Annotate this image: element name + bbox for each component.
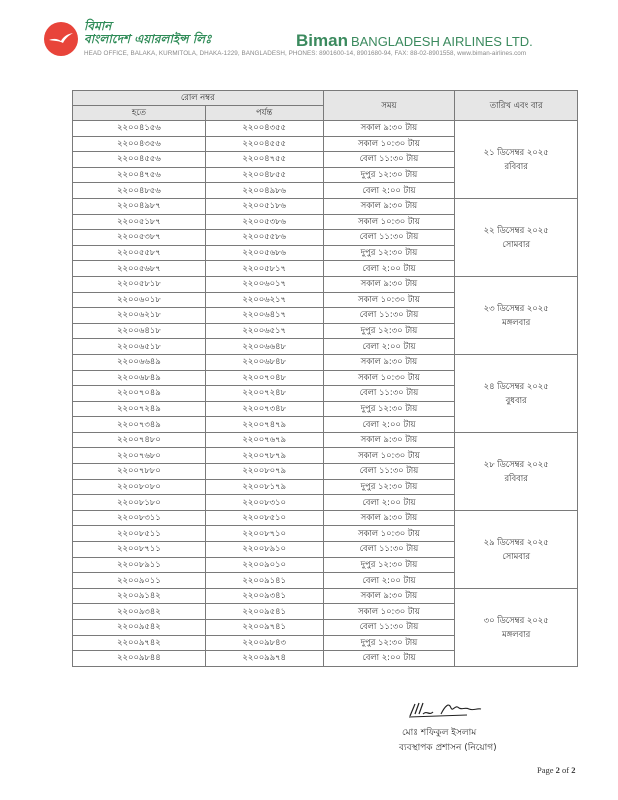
table-row [73, 276, 578, 292]
roll-from-cell: ২২০০৮১৮০ [73, 495, 206, 511]
time-cell: বেলা ২:০০ টায় [323, 651, 455, 667]
time-cell: বেলা ২:০০ টায় [323, 417, 455, 433]
roll-to-cell: ২২০০৮৭১০ [205, 526, 323, 542]
roll-from-cell: ২২০০৪১৫৬ [73, 121, 206, 137]
roll-to-cell: ২২০০৮৩১০ [205, 495, 323, 511]
header-to: পর্যন্ত [205, 106, 323, 121]
date-day-cell [455, 432, 578, 510]
time-cell: সকাল ১০:৩০ টায় [323, 604, 455, 620]
roll-from-cell: ২২০০৮০৮০ [73, 479, 206, 495]
roll-to-cell: ২২০০৯৮৪৩ [205, 635, 323, 651]
roll-from-cell: ২২০০৯১৪২ [73, 588, 206, 604]
roll-from-cell: ২২০০৪৫৫৬ [73, 152, 206, 168]
roll-from-cell: ২২০০৯০১১ [73, 573, 206, 589]
roll-to-cell: ২২০০৭০৪৮ [205, 370, 323, 386]
date-day-cell [455, 354, 578, 432]
header-from: হতে [73, 106, 206, 121]
roll-from-cell: ২২০০৫৫৮৭ [73, 245, 206, 261]
roll-to-cell: ২২০০৯৭৪১ [205, 620, 323, 636]
date-day-cell [455, 121, 578, 199]
exam-weekday: রবিবার [504, 161, 528, 172]
exam-schedule-table [72, 90, 578, 667]
roll-from-cell: ২২০০৯৭৪২ [73, 635, 206, 651]
head-office-address: HEAD OFFICE, BALAKA, KURMITOLA, DHAKA-1229, BANGLADESH, PHONES: 8901600-14, 8901680-94, FAX: 88-02-8901558, www.biman-airlines.com [84, 50, 527, 57]
time-cell: সকাল ১০:৩০ টায় [323, 448, 455, 464]
roll-from-cell: ২২০০৫৬৮৭ [73, 261, 206, 277]
roll-to-cell: ২২০০৫৬৮৬ [205, 245, 323, 261]
time-cell: বেলা ১১:৩০ টায় [323, 308, 455, 324]
time-cell: সকাল ৯:৩০ টায় [323, 198, 455, 214]
roll-to-cell: ২২০০৮০৭৯ [205, 464, 323, 480]
roll-from-cell: ২২০০৮৩১১ [73, 510, 206, 526]
time-cell: সকাল ১০:৩০ টায় [323, 370, 455, 386]
brand-biman: Biman [296, 31, 348, 50]
roll-from-cell: ২২০০৫১৮৭ [73, 214, 206, 230]
roll-to-cell: ২২০০৪৮৫৫ [205, 167, 323, 183]
letterhead [44, 20, 574, 64]
roll-from-cell: ২২০০৪৮৫৬ [73, 183, 206, 199]
time-cell: সকাল ১০:৩০ টায় [323, 136, 455, 152]
table-row [73, 121, 578, 137]
roll-to-cell: ২২০০৫৮১৭ [205, 261, 323, 277]
signatory-title: ব্যবস্থাপক প্রশাসন (নিয়োগ) [399, 743, 497, 753]
signatory-name: মোঃ শফিকুল ইসলাম [402, 728, 477, 738]
table-row [73, 198, 578, 214]
time-cell: সকাল ১০:৩০ টায় [323, 292, 455, 308]
exam-weekday: সোমবার [502, 551, 530, 562]
roll-from-cell: ২২০০৯৮৪৪ [73, 651, 206, 667]
roll-from-cell: ২২০০৫৮১৮ [73, 276, 206, 292]
table-row [73, 588, 578, 604]
bangla-name-line1: বিমান [84, 19, 112, 33]
exam-weekday: বুধবার [505, 395, 527, 406]
time-cell: দুপুর ১২:৩০ টায় [323, 245, 455, 261]
page-total: 2 [571, 765, 576, 775]
exam-weekday: মঙ্গলবার [502, 629, 531, 640]
time-cell: সকাল ১০:৩০ টায় [323, 526, 455, 542]
header-roll-number: রোল নম্বর [73, 91, 324, 106]
time-cell: বেলা ২:০০ টায় [323, 339, 455, 355]
roll-to-cell: ২২০০৯০১০ [205, 557, 323, 573]
roll-to-cell: ২২০০৪৩৫৫ [205, 121, 323, 137]
biman-logo-icon [44, 22, 78, 56]
time-cell: বেলা ২:০০ টায় [323, 573, 455, 589]
roll-from-cell: ২২০০৪৩৫৬ [73, 136, 206, 152]
time-cell: বেলা ২:০০ টায় [323, 183, 455, 199]
roll-from-cell: ২২০০৮৯১১ [73, 557, 206, 573]
roll-from-cell: ২২০০৫৩৮৭ [73, 230, 206, 246]
table-row [73, 354, 578, 370]
header-time: সময় [323, 91, 455, 121]
brand-rest: BANGLADESH AIRLINES LTD. [350, 34, 533, 49]
time-cell: দুপুর ১২:৩০ টায় [323, 167, 455, 183]
roll-to-cell: ২২০০৫৫৮৬ [205, 230, 323, 246]
roll-to-cell: ২২০০৯১৪১ [205, 573, 323, 589]
roll-to-cell: ২২০০৮৯১০ [205, 542, 323, 558]
roll-from-cell: ২২০০৪৭৫৬ [73, 167, 206, 183]
signature-icon [407, 700, 487, 722]
roll-to-cell: ২২০০৯৫৪১ [205, 604, 323, 620]
roll-to-cell: ২২০০৫১৮৬ [205, 198, 323, 214]
roll-to-cell: ২২০০৪৭৫৫ [205, 152, 323, 168]
roll-from-cell: ২২০০৬৮৪৯ [73, 370, 206, 386]
roll-from-cell: ২২০০৮৭১১ [73, 542, 206, 558]
roll-to-cell: ২২০০৭৩৪৮ [205, 401, 323, 417]
exam-date: ২২ ডিসেম্বর ২০২৫ [483, 225, 549, 236]
exam-date: ২১ ডিসেম্বর ২০২৫ [483, 147, 549, 158]
roll-to-cell: ২২০০৬৫১৭ [205, 323, 323, 339]
roll-from-cell: ২২০০৪৯৮৭ [73, 198, 206, 214]
time-cell: বেলা ১১:৩০ টায় [323, 542, 455, 558]
time-cell: বেলা ১১:৩০ টায় [323, 152, 455, 168]
roll-from-cell: ২২০০৬২১৮ [73, 308, 206, 324]
roll-to-cell: ২২০০৮১৭৯ [205, 479, 323, 495]
time-cell: বেলা ২:০০ টায় [323, 261, 455, 277]
roll-to-cell: ২২০০৫৩৮৬ [205, 214, 323, 230]
roll-to-cell: ২২০০৬৬৪৮ [205, 339, 323, 355]
roll-from-cell: ২২০০৭৬৮০ [73, 448, 206, 464]
time-cell: সকাল ১০:৩০ টায় [323, 214, 455, 230]
roll-to-cell: ২২০০৭৬৭৯ [205, 432, 323, 448]
exam-date: ২৯ ডিসেম্বর ২০২৫ [483, 537, 549, 548]
roll-from-cell: ২২০০৭২৪৯ [73, 401, 206, 417]
roll-from-cell: ২২০০৭৩৪৯ [73, 417, 206, 433]
time-cell: দুপুর ১২:৩০ টায় [323, 557, 455, 573]
exam-weekday: রবিবার [504, 473, 528, 484]
table-row [73, 510, 578, 526]
roll-to-cell: ২২০০৬৪১৭ [205, 308, 323, 324]
roll-from-cell: ২২০০৭৪৮০ [73, 432, 206, 448]
roll-from-cell: ২২০০৬০১৮ [73, 292, 206, 308]
roll-to-cell: ২২০০৭২৪৮ [205, 386, 323, 402]
time-cell: দুপুর ১২:৩০ টায় [323, 401, 455, 417]
table-row [73, 432, 578, 448]
time-cell: বেলা ১১:৩০ টায় [323, 464, 455, 480]
time-cell: দুপুর ১২:৩০ টায় [323, 323, 455, 339]
roll-from-cell: ২২০০৬৫১৮ [73, 339, 206, 355]
roll-to-cell: ২২০০৮৫১০ [205, 510, 323, 526]
roll-to-cell: ২২০০৪৫৫৫ [205, 136, 323, 152]
roll-from-cell: ২২০০৬৪১৮ [73, 323, 206, 339]
exam-date: ৩০ ডিসেম্বর ২০২৫ [483, 615, 549, 626]
page-of: of [562, 765, 570, 775]
page-number [537, 765, 576, 775]
exam-date: ২৮ ডিসেম্বর ২০২৫ [483, 459, 549, 470]
roll-to-cell: ২২০০৬০১৭ [205, 276, 323, 292]
roll-to-cell: ২২০০৬৮৪৮ [205, 354, 323, 370]
time-cell: সকাল ৯:৩০ টায় [323, 276, 455, 292]
roll-to-cell: ২২০০৭৪৭৯ [205, 417, 323, 433]
roll-to-cell: ২২০০৬২১৭ [205, 292, 323, 308]
time-cell: সকাল ৯:৩০ টায় [323, 121, 455, 137]
exam-date: ২৩ ডিসেম্বর ২০২৫ [483, 303, 549, 314]
page-prefix: Page [537, 765, 554, 775]
time-cell: দুপুর ১২:৩০ টায় [323, 635, 455, 651]
roll-to-cell: ২২০০৪৯৮৬ [205, 183, 323, 199]
exam-weekday: মঙ্গলবার [502, 317, 531, 328]
time-cell: বেলা ১১:৩০ টায় [323, 230, 455, 246]
exam-weekday: সোমবার [502, 239, 530, 250]
time-cell: সকাল ৯:৩০ টায় [323, 432, 455, 448]
time-cell: সকাল ৯:৩০ টায় [323, 510, 455, 526]
roll-to-cell: ২২০০৯৯৭৪ [205, 651, 323, 667]
time-cell: সকাল ৯:৩০ টায় [323, 588, 455, 604]
date-day-cell [455, 588, 578, 666]
time-cell: দুপুর ১২:৩০ টায় [323, 479, 455, 495]
exam-date: ২৪ ডিসেম্বর ২০২৫ [483, 381, 549, 392]
time-cell: বেলা ১১:৩০ টায় [323, 620, 455, 636]
page-current: 2 [555, 765, 560, 775]
roll-from-cell: ২২০০৬৬৪৯ [73, 354, 206, 370]
brand-name [296, 31, 533, 51]
header-date-day: তারিখ এবং বার [455, 91, 578, 121]
roll-from-cell: ২২০০৮৫১১ [73, 526, 206, 542]
bangla-name-line2: বাংলাদেশ এয়ারলাইন্স লিঃ [84, 32, 212, 46]
time-cell: বেলা ২:০০ টায় [323, 495, 455, 511]
roll-from-cell: ২২০০৭০৪৯ [73, 386, 206, 402]
roll-from-cell: ২২০০৯৫৪২ [73, 620, 206, 636]
date-day-cell [455, 510, 578, 588]
time-cell: সকাল ৯:৩০ টায় [323, 354, 455, 370]
roll-from-cell: ২২০০৯৩৪২ [73, 604, 206, 620]
schedule-body [73, 121, 578, 667]
time-cell: বেলা ১১:৩০ টায় [323, 386, 455, 402]
roll-from-cell: ২২০০৭৮৮০ [73, 464, 206, 480]
roll-to-cell: ২২০০৭৮৭৯ [205, 448, 323, 464]
date-day-cell [455, 276, 578, 354]
date-day-cell [455, 198, 578, 276]
roll-to-cell: ২২০০৯৩৪১ [205, 588, 323, 604]
